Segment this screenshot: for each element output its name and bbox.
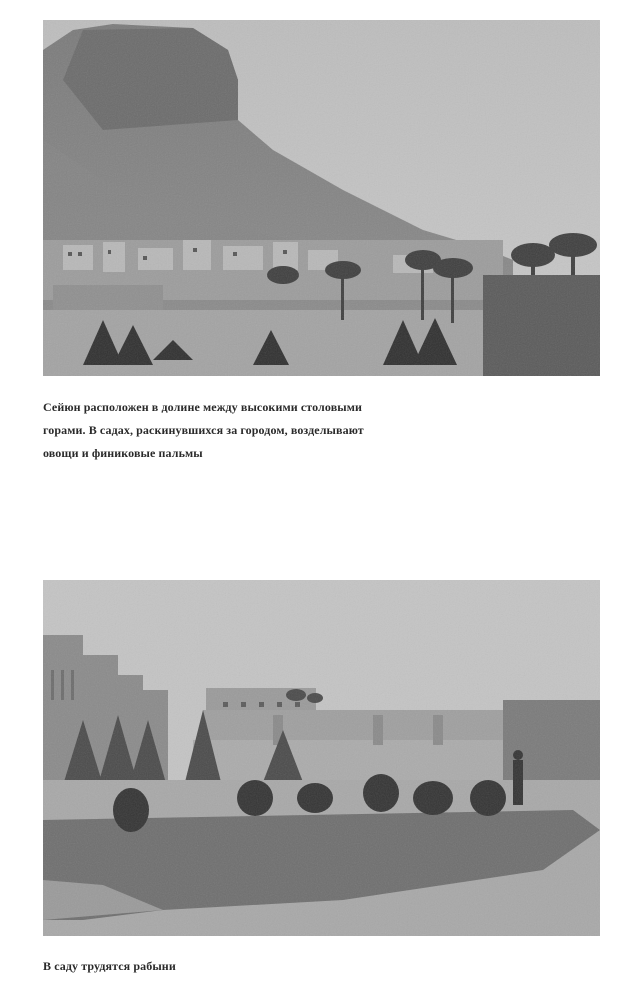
photo-image <box>43 20 600 376</box>
photo-garden-workers <box>43 580 600 936</box>
photo-image <box>43 580 600 936</box>
caption-line: овощи и финиковые пальмы <box>43 446 203 460</box>
figure-caption <box>43 396 443 465</box>
figure-caption <box>43 955 443 978</box>
photo-seiyun-valley <box>43 20 600 376</box>
caption-line: В саду трудятся рабыни <box>43 959 176 973</box>
caption-line: горами. В садах, раскинувшихся за городом, возделывают <box>43 423 364 437</box>
caption-line: Сейюн расположен в долине между высокими столовыми <box>43 400 363 414</box>
